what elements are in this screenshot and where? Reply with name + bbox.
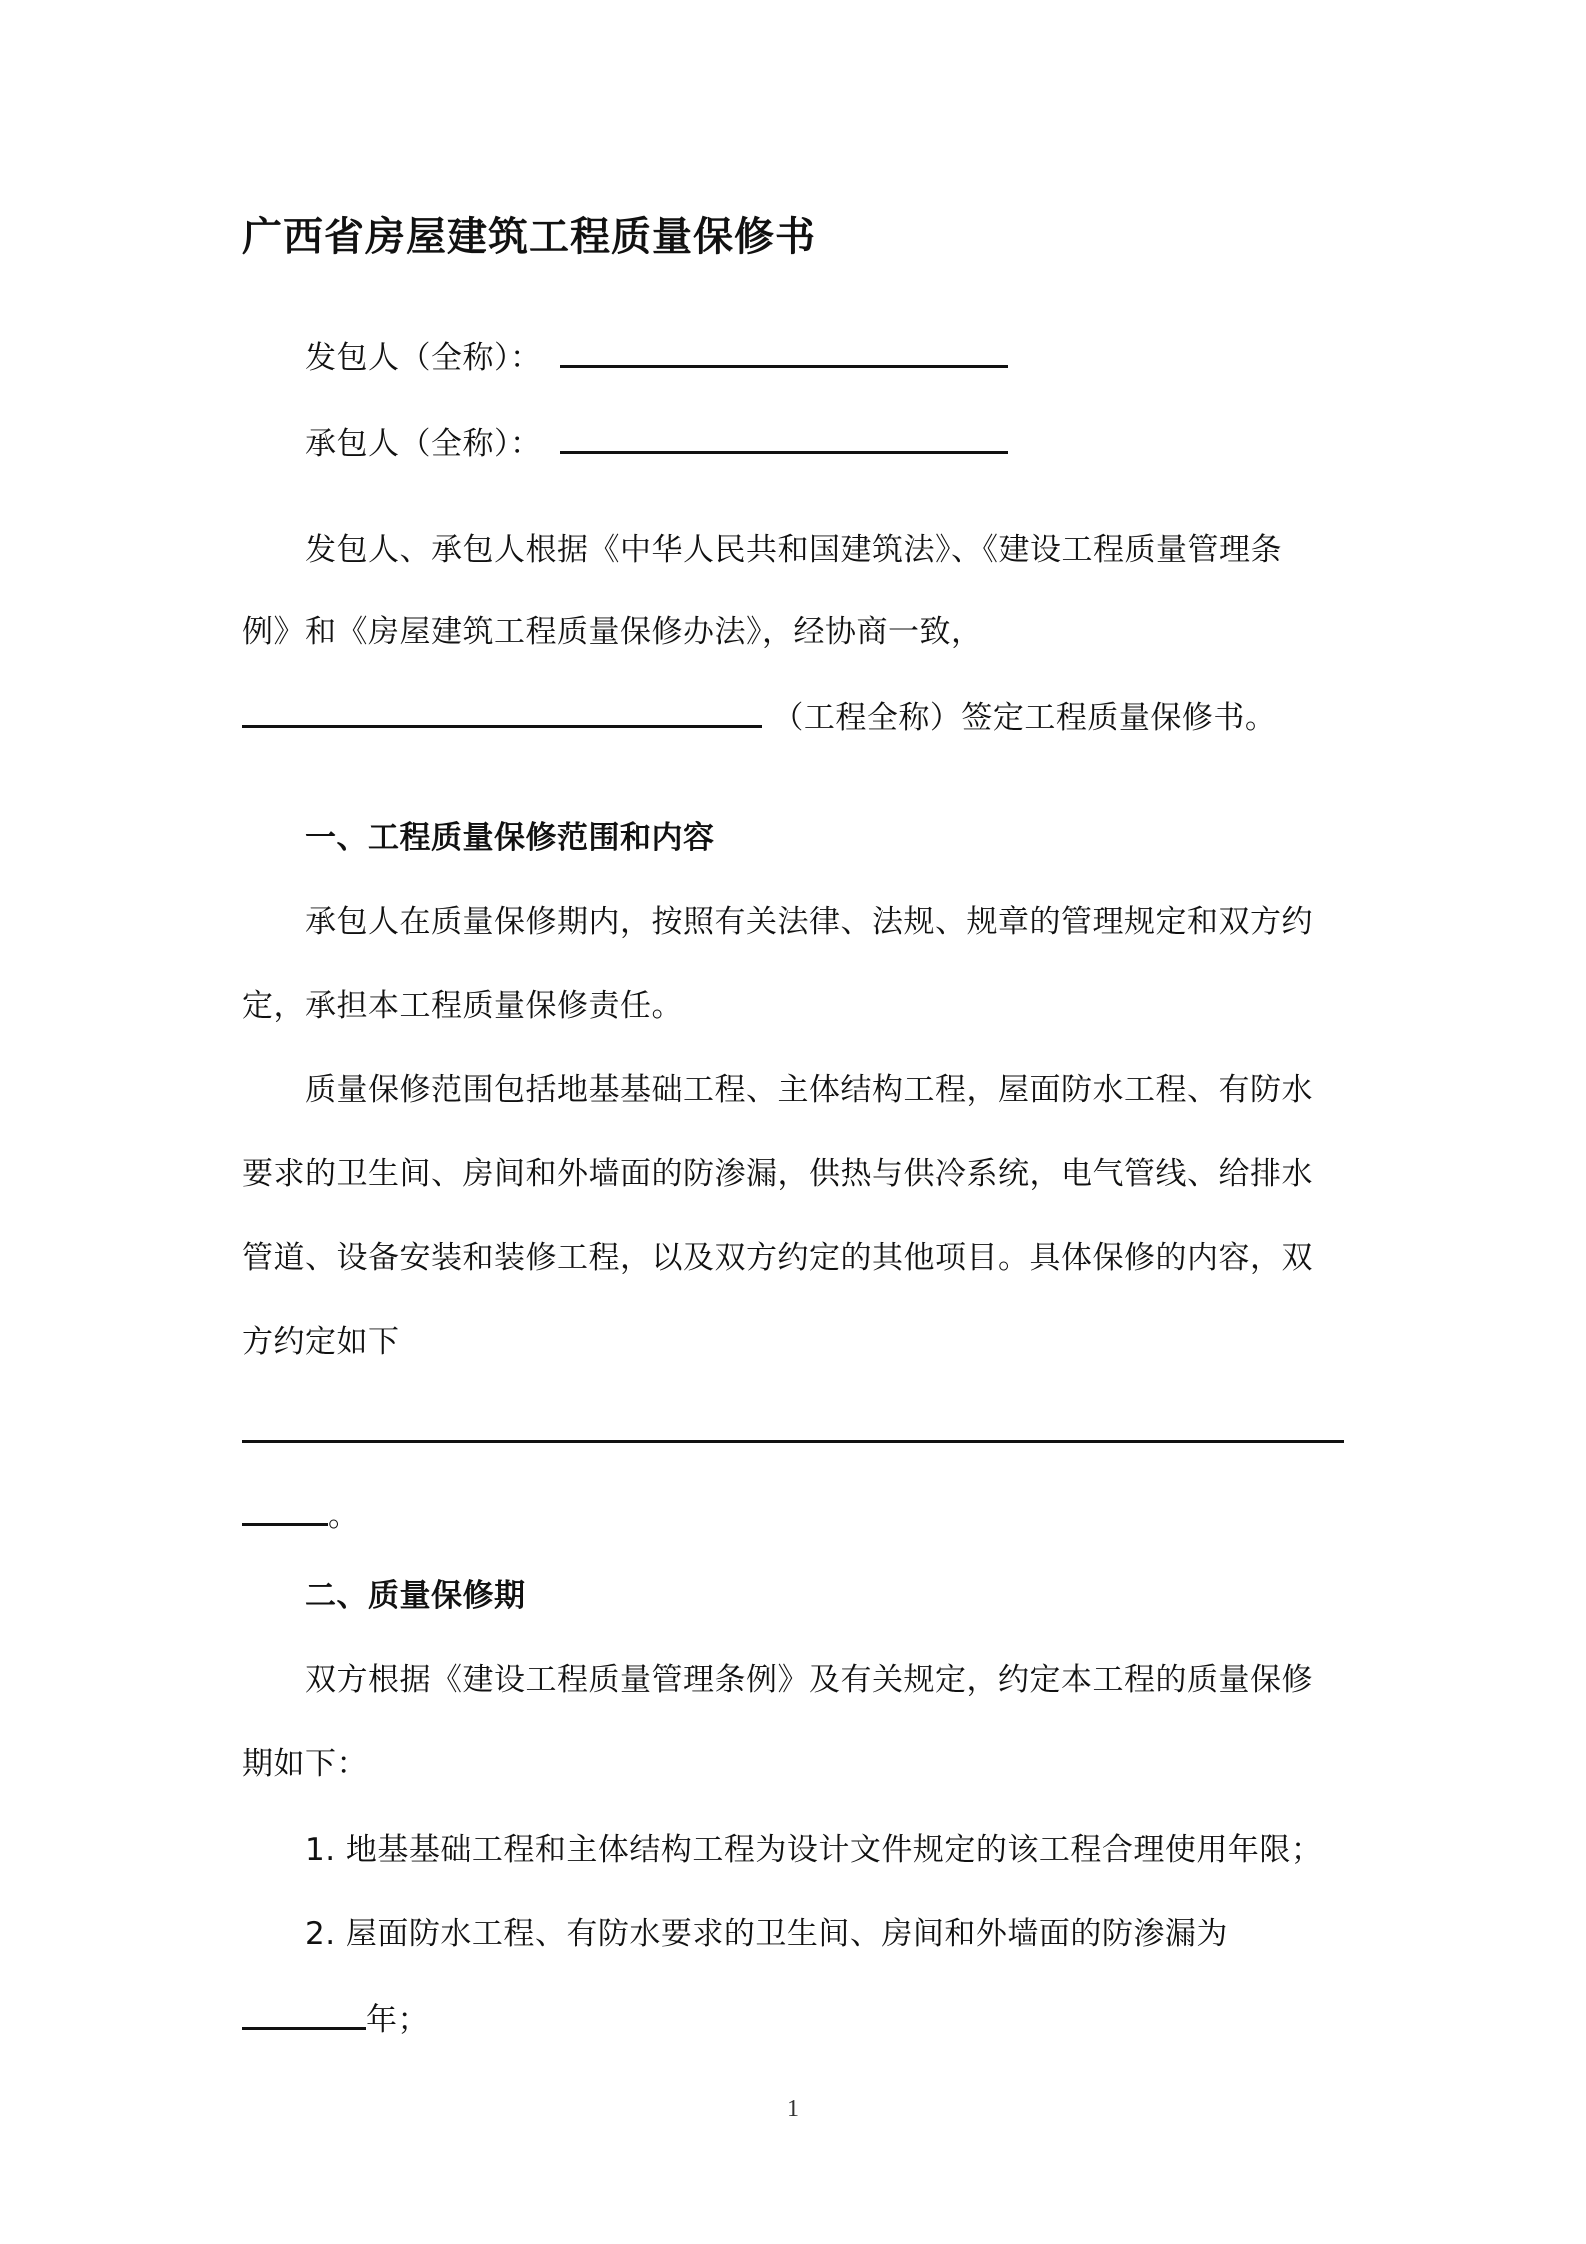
intro-line-3-text: （工程全称）签定工程质量保修书。 (772, 700, 1277, 736)
section-2-p1-line-1: 双方根据《建设工程质量管理条例》及有关规定，约定本工程的质量保修 (305, 1662, 1313, 1698)
employer-name-blank[interactable] (560, 339, 1008, 368)
waterproof-years-blank[interactable] (242, 2001, 366, 2030)
contractor-name-blank[interactable] (560, 425, 1008, 454)
section-2-heading: 二、质量保修期 (305, 1578, 526, 1614)
employer-label: 发包人（全称）： (305, 340, 542, 376)
section-1-p2-line-4: 方约定如下 (242, 1324, 400, 1360)
scope-content-blank-tail[interactable] (242, 1497, 328, 1526)
employer-line (305, 338, 1008, 378)
section-2-item-1: 1. 地基基础工程和主体结构工程为设计文件规定的该工程合理使用年限； (305, 1832, 1323, 1868)
scope-content-blank-end (242, 1496, 360, 1536)
section-2-p1-line-2: 期如下： (242, 1746, 368, 1782)
intro-line-1: 发包人、承包人根据《中华人民共和国建筑法》、《建设工程质量管理条 (305, 532, 1282, 568)
section-2-item-2-line-1: 2. 屋面防水工程、有防水要求的卫生间、房间和外墙面的防渗漏为 (305, 1916, 1228, 1952)
section-1-p2-line-1: 质量保修范围包括地基基础工程、主体结构工程，屋面防水工程、有防水 (305, 1072, 1313, 1108)
intro-line-2: 例》和《房屋建筑工程质量保修办法》，经协商一致， (242, 614, 983, 650)
page-number: 1 (787, 2096, 799, 2122)
project-name-blank[interactable] (242, 699, 762, 728)
section-1-p1-line-1: 承包人在质量保修期内，按照有关法律、法规、规章的管理规定和双方约 (305, 904, 1313, 940)
section-1-heading: 一、工程质量保修范围和内容 (305, 820, 715, 856)
years-suffix: 年； (366, 2002, 429, 2038)
scope-content-blank[interactable] (242, 1440, 1344, 1443)
contractor-label: 承包人（全称）： (305, 426, 542, 462)
section-2-item-2-line-2 (242, 2000, 429, 2040)
section-1-p1-line-2: 定，承担本工程质量保修责任。 (242, 988, 683, 1024)
section-1-p2-line-3: 管道、设备安装和装修工程，以及双方约定的其他项目。具体保修的内容，双 (242, 1240, 1313, 1276)
intro-line-3 (242, 698, 1276, 738)
document-title: 广西省房屋建筑工程质量保修书 (242, 214, 816, 260)
section-1-p2-line-2: 要求的卫生间、房间和外墙面的防渗漏，供热与供冷系统，电气管线、给排水 (242, 1156, 1313, 1192)
scope-content-period: 。 (328, 1498, 360, 1534)
contractor-line (305, 424, 1008, 464)
